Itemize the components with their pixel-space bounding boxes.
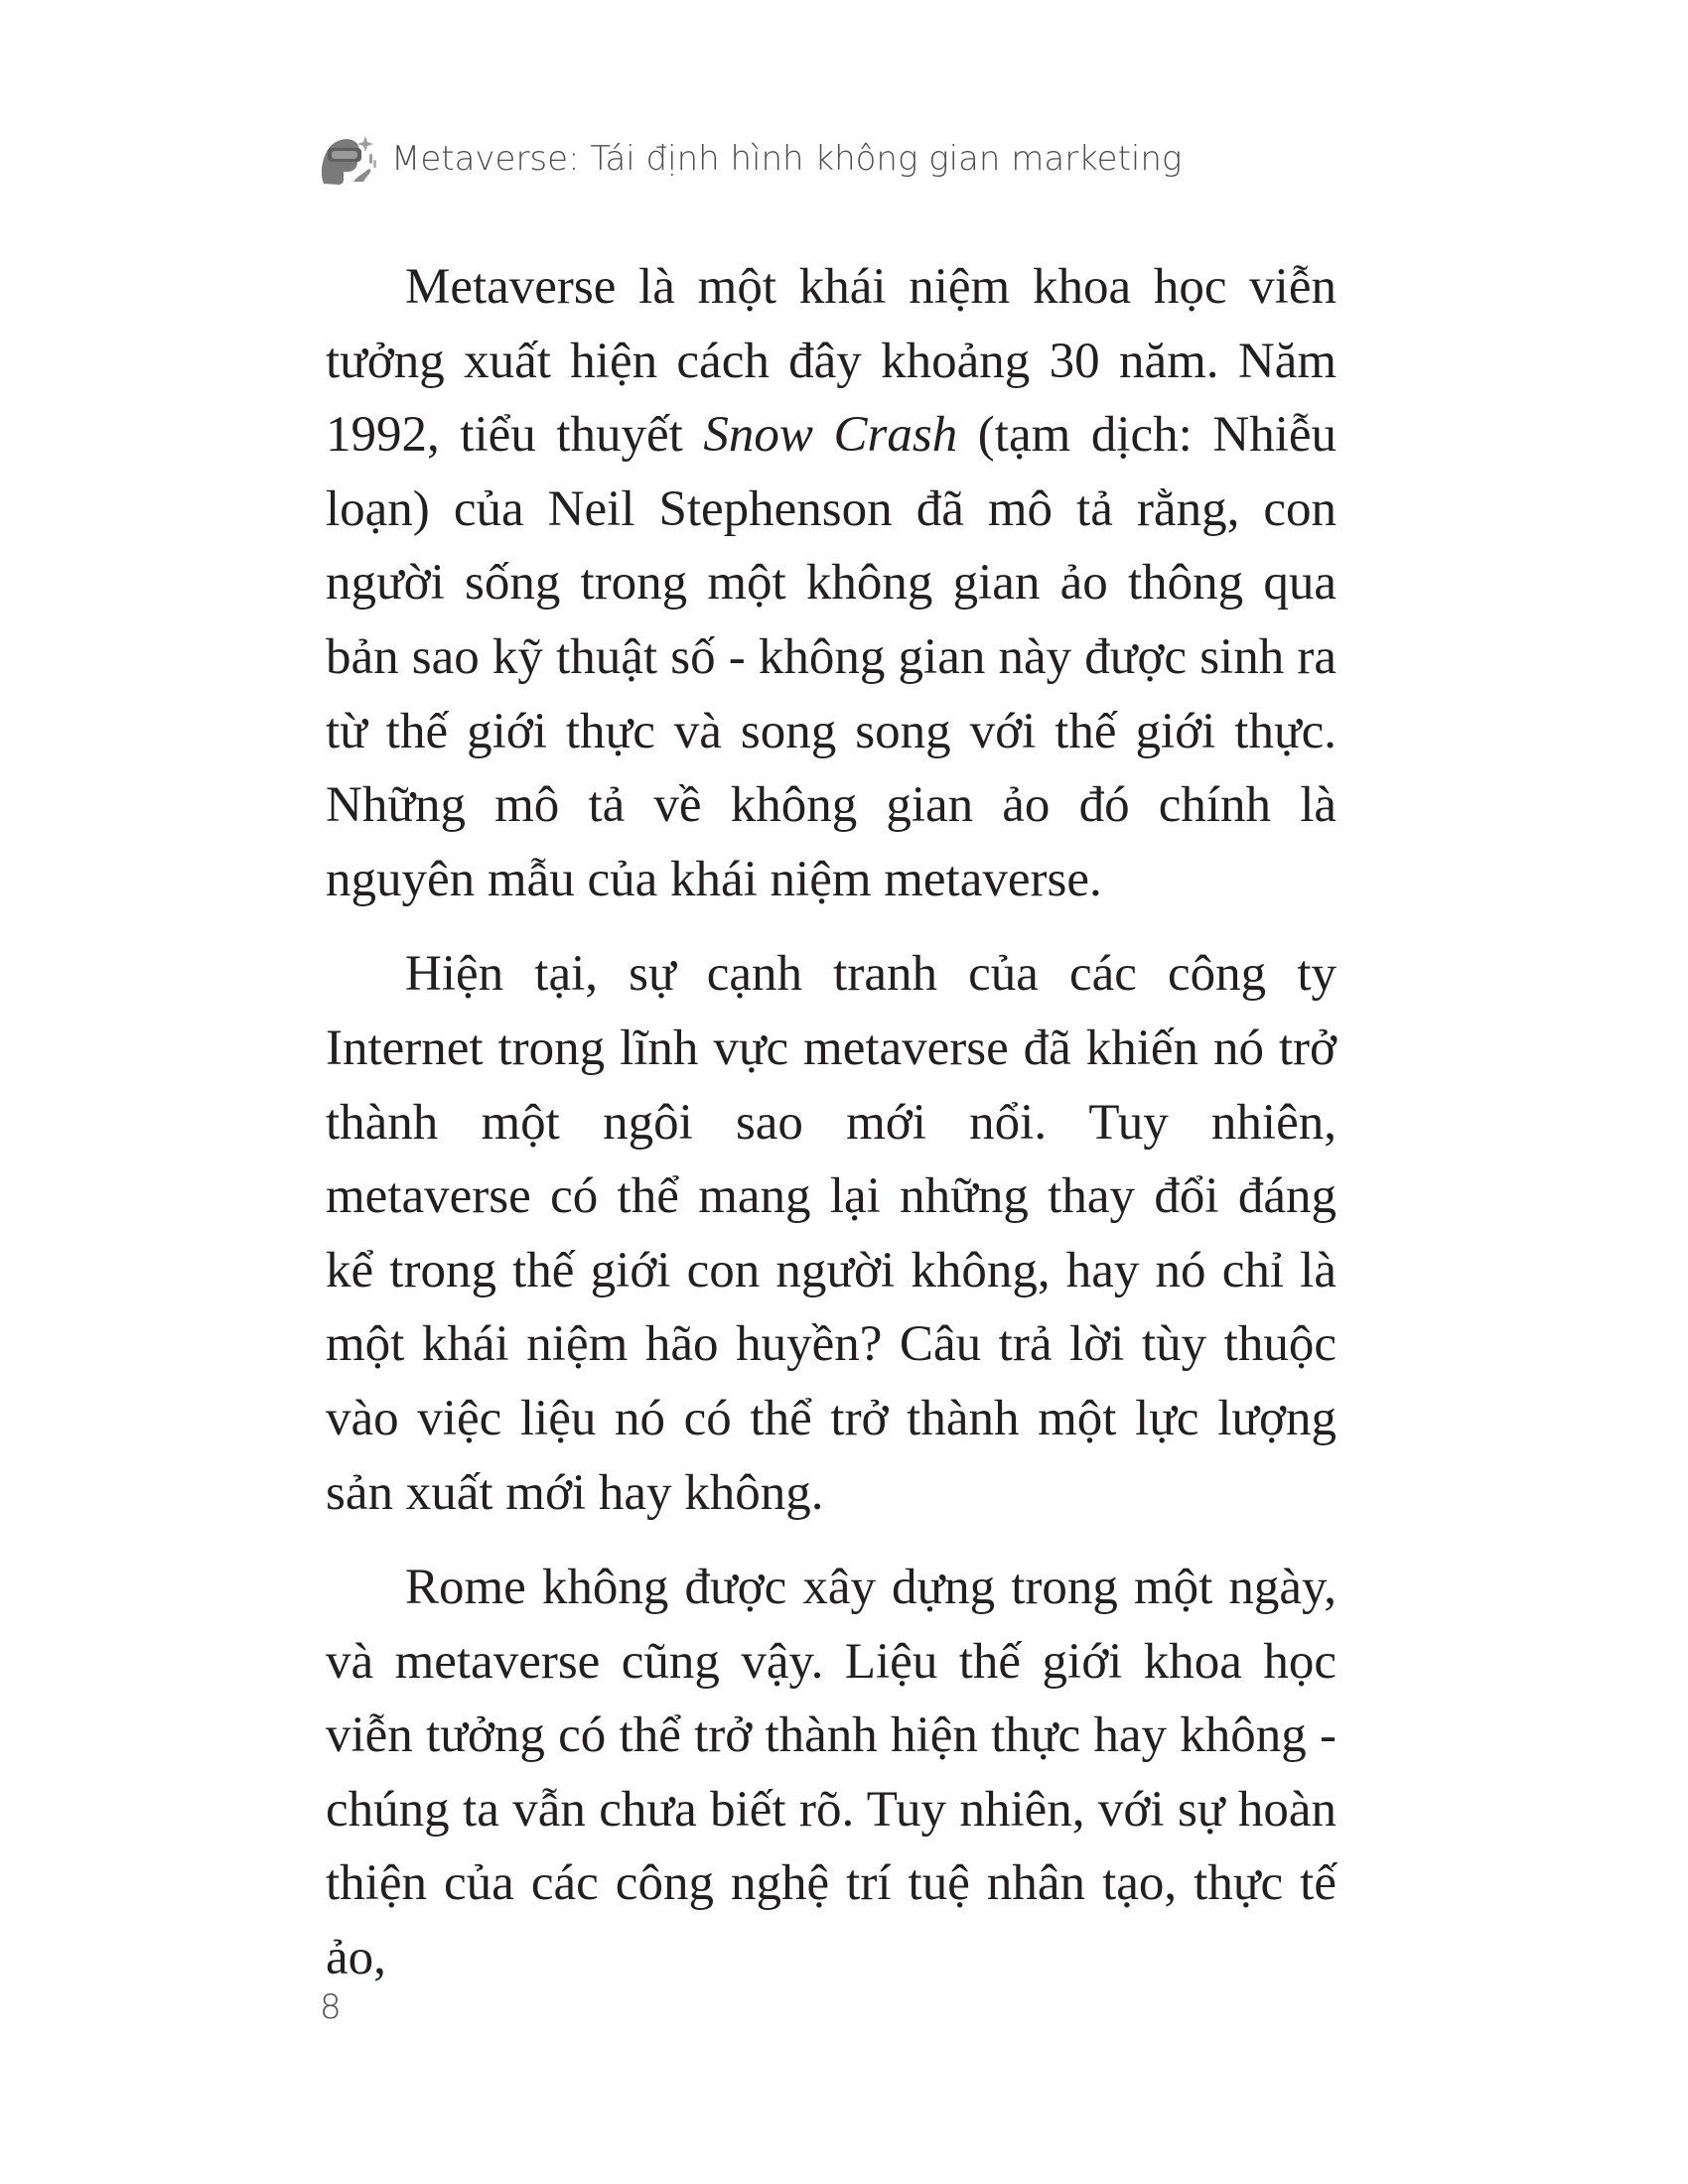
paragraph-3: Rome không được xây dựng trong một ngày, và metaverse cũng vậy. Liệu thế giới khoa học viễn tưởng có thể trở thành hiện thực hay không - chúng ta vẫn chưa biết rõ. Tuy nhiên, với sự hoàn thiện của các công nghệ trí tuệ nhân tạo, thực tế ảo, [326, 1560, 1336, 1986]
book-title-italic: Snow Crash [703, 407, 958, 464]
page-number: 8 [320, 1987, 342, 2027]
running-header-title: Metaverse: Tái định hình không gian marketing [391, 139, 1183, 179]
paragraph-2: Hiện tại, sự cạnh tranh của các công ty Internet trong lĩnh vực metaverse đã khiến nó trở thành một ngôi sao mới nổi. Tuy nhiên, metaverse có thể mang lại những thay đổi đáng kể trong thế giới con người không, hay nó chỉ là một khái niệm hão huyền? Câu trả lời tùy thuộc vào việc liệu nó có thể trở thành một lực lượng sản xuất mới hay không. [326, 946, 1336, 1521]
paragraph-1 [326, 250, 1336, 916]
running-header [314, 127, 1182, 191]
vr-headset-person-icon [314, 130, 377, 188]
paragraph-1-text-before: Metaverse là một khái niệm khoa học viễn tưởng xuất hiện cách đây khoảng 30 năm. Năm 1992, tiểu thuyết [326, 259, 1336, 464]
paragraph-1-text-after: (tạm dịch: Nhiễu loạn) của Neil Stephenson đã mô tả rằng, con người sống trong một không gian ảo thông qua bản sao kỹ thuật số - không gian này được sinh ra từ thế giới thực và song song với thế giới thực. Những mô tả về không gian ảo đó chính là nguyên mẫu của khái niệm metaverse. [326, 407, 1336, 907]
body-text [326, 250, 1336, 2016]
